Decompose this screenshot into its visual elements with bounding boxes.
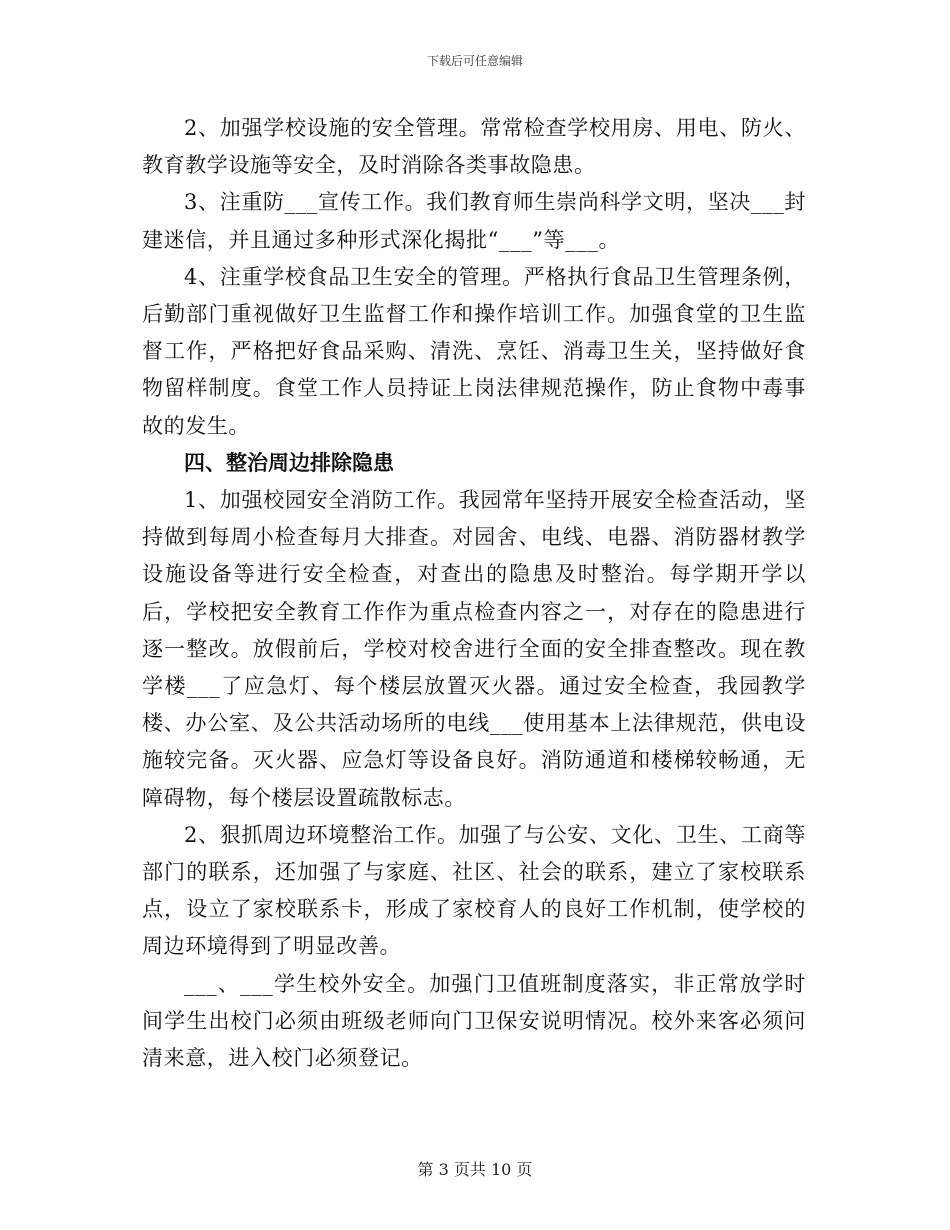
paragraph-offcampus-safety: ___、___学生校外安全。加强门卫值班制度落实，非正常放学时间学生出校门必须由班级老师向门卫保安说明情况。校外来客必须问清来意，进入校门必须登记。 [142,971,806,1071]
paragraph-food-safety: 4、注重学校食品卫生安全的管理。严格执行食品卫生管理条例，后勤部门重视做好卫生监督工作和操作培训工作。加强食堂的卫生监督工作，严格把好食品采购、清洗、烹饪、消毒卫生关，坚持做好食物留样制度。食堂工作人员持证上岗法律规范操作，防止食物中毒事故的发生。 [142,264,806,438]
section-heading-surroundings: 四、整治周边排除隐患 [184,450,394,475]
paragraph-environment: 2、狠抓周边环境整治工作。加强了与公安、文化、卫生、工商等部门的联系，还加强了与家庭、社区、社会的联系，建立了家校联系点，设立了家校联系卡，形成了家校育人的良好工作机制，使学校的周边环境得到了明显改善。 [142,822,806,959]
page-header: 下载后可任意编辑 [426,54,523,68]
document-body [142,110,806,1077]
page-footer: 第 3 页共 10 页 [417,1160,533,1179]
paragraph-facility-safety: 2、加强学校设施的安全管理。常常检查学校用房、用电、防火、教育教学设施等安全，及时消除各类事故隐患。 [142,116,806,178]
paragraph-propaganda: 3、注重防___宣传工作。我们教育师生崇尚科学文明，坚决___封建迷信，并且通过多种形式深化揭批“___”等___。 [142,190,806,252]
paragraph-fire-safety: 1、加强校园安全消防工作。我园常年坚持开展安全检查活动，坚持做到每周小检查每月大排查。对园舍、电线、电器、消防器材教学设施设备等进行安全检查，对查出的隐患及时整治。每学期开学以后，学校把安全教育工作作为重点检查内容之一，对存在的隐患进行逐一整改。放假前后，学校对校舍进行全面的安全排查整改。现在教学楼___了应急灯、每个楼层放置灭火器。通过安全检查，我园教学楼、办公室、及公共活动场所的电线___使用基本上法律规范，供电设施较完备。灭火器、应急灯等设备良好。消防通道和楼梯较畅通，无障碍物，每个楼层设置疏散标志。 [142,488,806,810]
